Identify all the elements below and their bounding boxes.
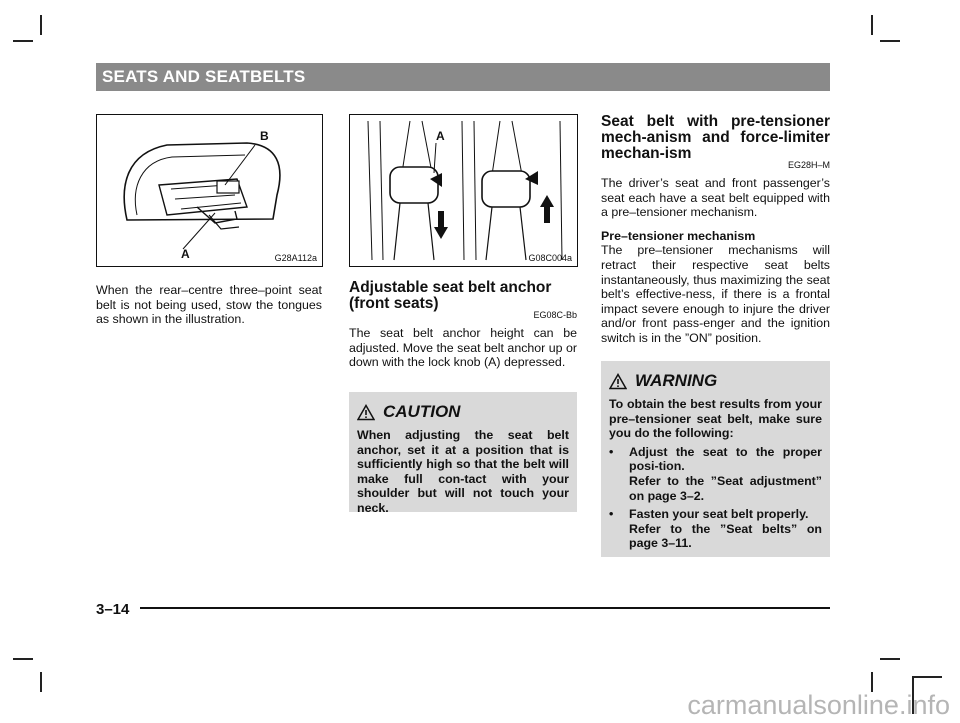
warning-title: WARNING bbox=[635, 371, 718, 390]
pretensioner-paragraph: The driver’s seat and front passenger’s seat each have a seat belt equipped with a pre–tensioner mechanism. bbox=[601, 176, 830, 220]
section-code: EG28H–M bbox=[787, 160, 830, 170]
anchor-section bbox=[349, 280, 577, 370]
anchor-paragraph: The seat belt anchor height can be adjusted. Move the seat belt anchor up or down with the lock knob (A) depressed. bbox=[349, 326, 577, 370]
site-watermark: carmanualsonline.info bbox=[687, 690, 950, 720]
crop-mark bbox=[880, 658, 900, 660]
bullet-reference: Refer to the ”Seat adjustment” on page 3–2. bbox=[629, 473, 822, 503]
crop-mark bbox=[40, 15, 42, 35]
figure-anchor-adjust bbox=[349, 114, 578, 267]
crop-mark bbox=[13, 40, 33, 42]
corner-mark bbox=[912, 676, 942, 678]
section-heading: Seat belt with pre-tensioner mech-anism and force-limiter mechan-ism bbox=[601, 113, 830, 162]
bullet-main: Adjust the seat to the proper posi-tion. bbox=[629, 444, 822, 474]
figure-seat-tongues bbox=[96, 114, 323, 267]
bullet-dot: • bbox=[609, 507, 614, 522]
warning-bullet bbox=[609, 507, 822, 551]
bullet-dot: • bbox=[609, 444, 614, 459]
anchor-adjust-illustration bbox=[350, 115, 577, 266]
crop-mark bbox=[880, 40, 900, 42]
section-code: EG08C-Bb bbox=[533, 310, 577, 320]
crop-mark bbox=[871, 672, 873, 692]
warning-body bbox=[601, 397, 830, 551]
warning-bullet bbox=[609, 445, 822, 503]
crop-mark bbox=[13, 658, 33, 660]
figure-code: G28A112a bbox=[274, 253, 317, 263]
pretensioner-sub-paragraph: The pre–tensioner mechanisms will retract their respective seat belts instantaneously, thus maximizing the seat belt’s effective-ness, if there is a frontal impact severe enough to injure the driver and/or front pass-enger and the ignition switch is in the ”ON” position. bbox=[601, 243, 830, 345]
caution-header bbox=[357, 402, 577, 422]
warning-triangle-icon bbox=[357, 404, 375, 421]
page-number: 3–14 bbox=[96, 601, 130, 618]
crop-mark bbox=[871, 15, 873, 35]
footer-rule bbox=[140, 607, 830, 609]
caution-text: When adjusting the seat belt anchor, set it at a position that is sufficiently high so that the belt will make full con-tact with your shoulder but will not touch your neck. bbox=[357, 428, 569, 515]
section-heading: Adjustable seat belt anchor (front seats) bbox=[349, 279, 552, 312]
pretensioner-section bbox=[601, 114, 830, 346]
bullet-main: Fasten your seat belt properly. bbox=[629, 507, 809, 522]
figure-code: G08C004a bbox=[528, 253, 572, 263]
stow-tongues-paragraph: When the rear–centre three–point seat belt is not being used, stow the tongues as shown in the illustration. bbox=[96, 283, 322, 327]
bullet-reference: Refer to the ”Seat belts” on page 3–11. bbox=[629, 521, 822, 551]
warning-header bbox=[609, 371, 830, 391]
caution-title: CAUTION bbox=[383, 402, 461, 421]
pretensioner-subheading: Pre–tensioner mechanism bbox=[601, 228, 756, 243]
bullet-content bbox=[629, 445, 822, 503]
section-title: SEATS AND SEATBELTS bbox=[102, 67, 306, 86]
seat-tongues-illustration bbox=[97, 115, 322, 266]
warning-triangle-icon bbox=[609, 373, 627, 390]
warning-box bbox=[601, 361, 830, 557]
figure-label-a: A bbox=[436, 129, 445, 143]
crop-mark bbox=[40, 672, 42, 692]
figure-label-a: A bbox=[181, 247, 190, 261]
caution-box bbox=[349, 392, 577, 515]
section-header-bar bbox=[96, 63, 830, 91]
figure-label-b: B bbox=[260, 129, 269, 143]
bullet-content bbox=[629, 507, 822, 551]
warning-intro: To obtain the best results from your pre–tensioner seat belt, make sure you do the following: bbox=[609, 397, 822, 441]
